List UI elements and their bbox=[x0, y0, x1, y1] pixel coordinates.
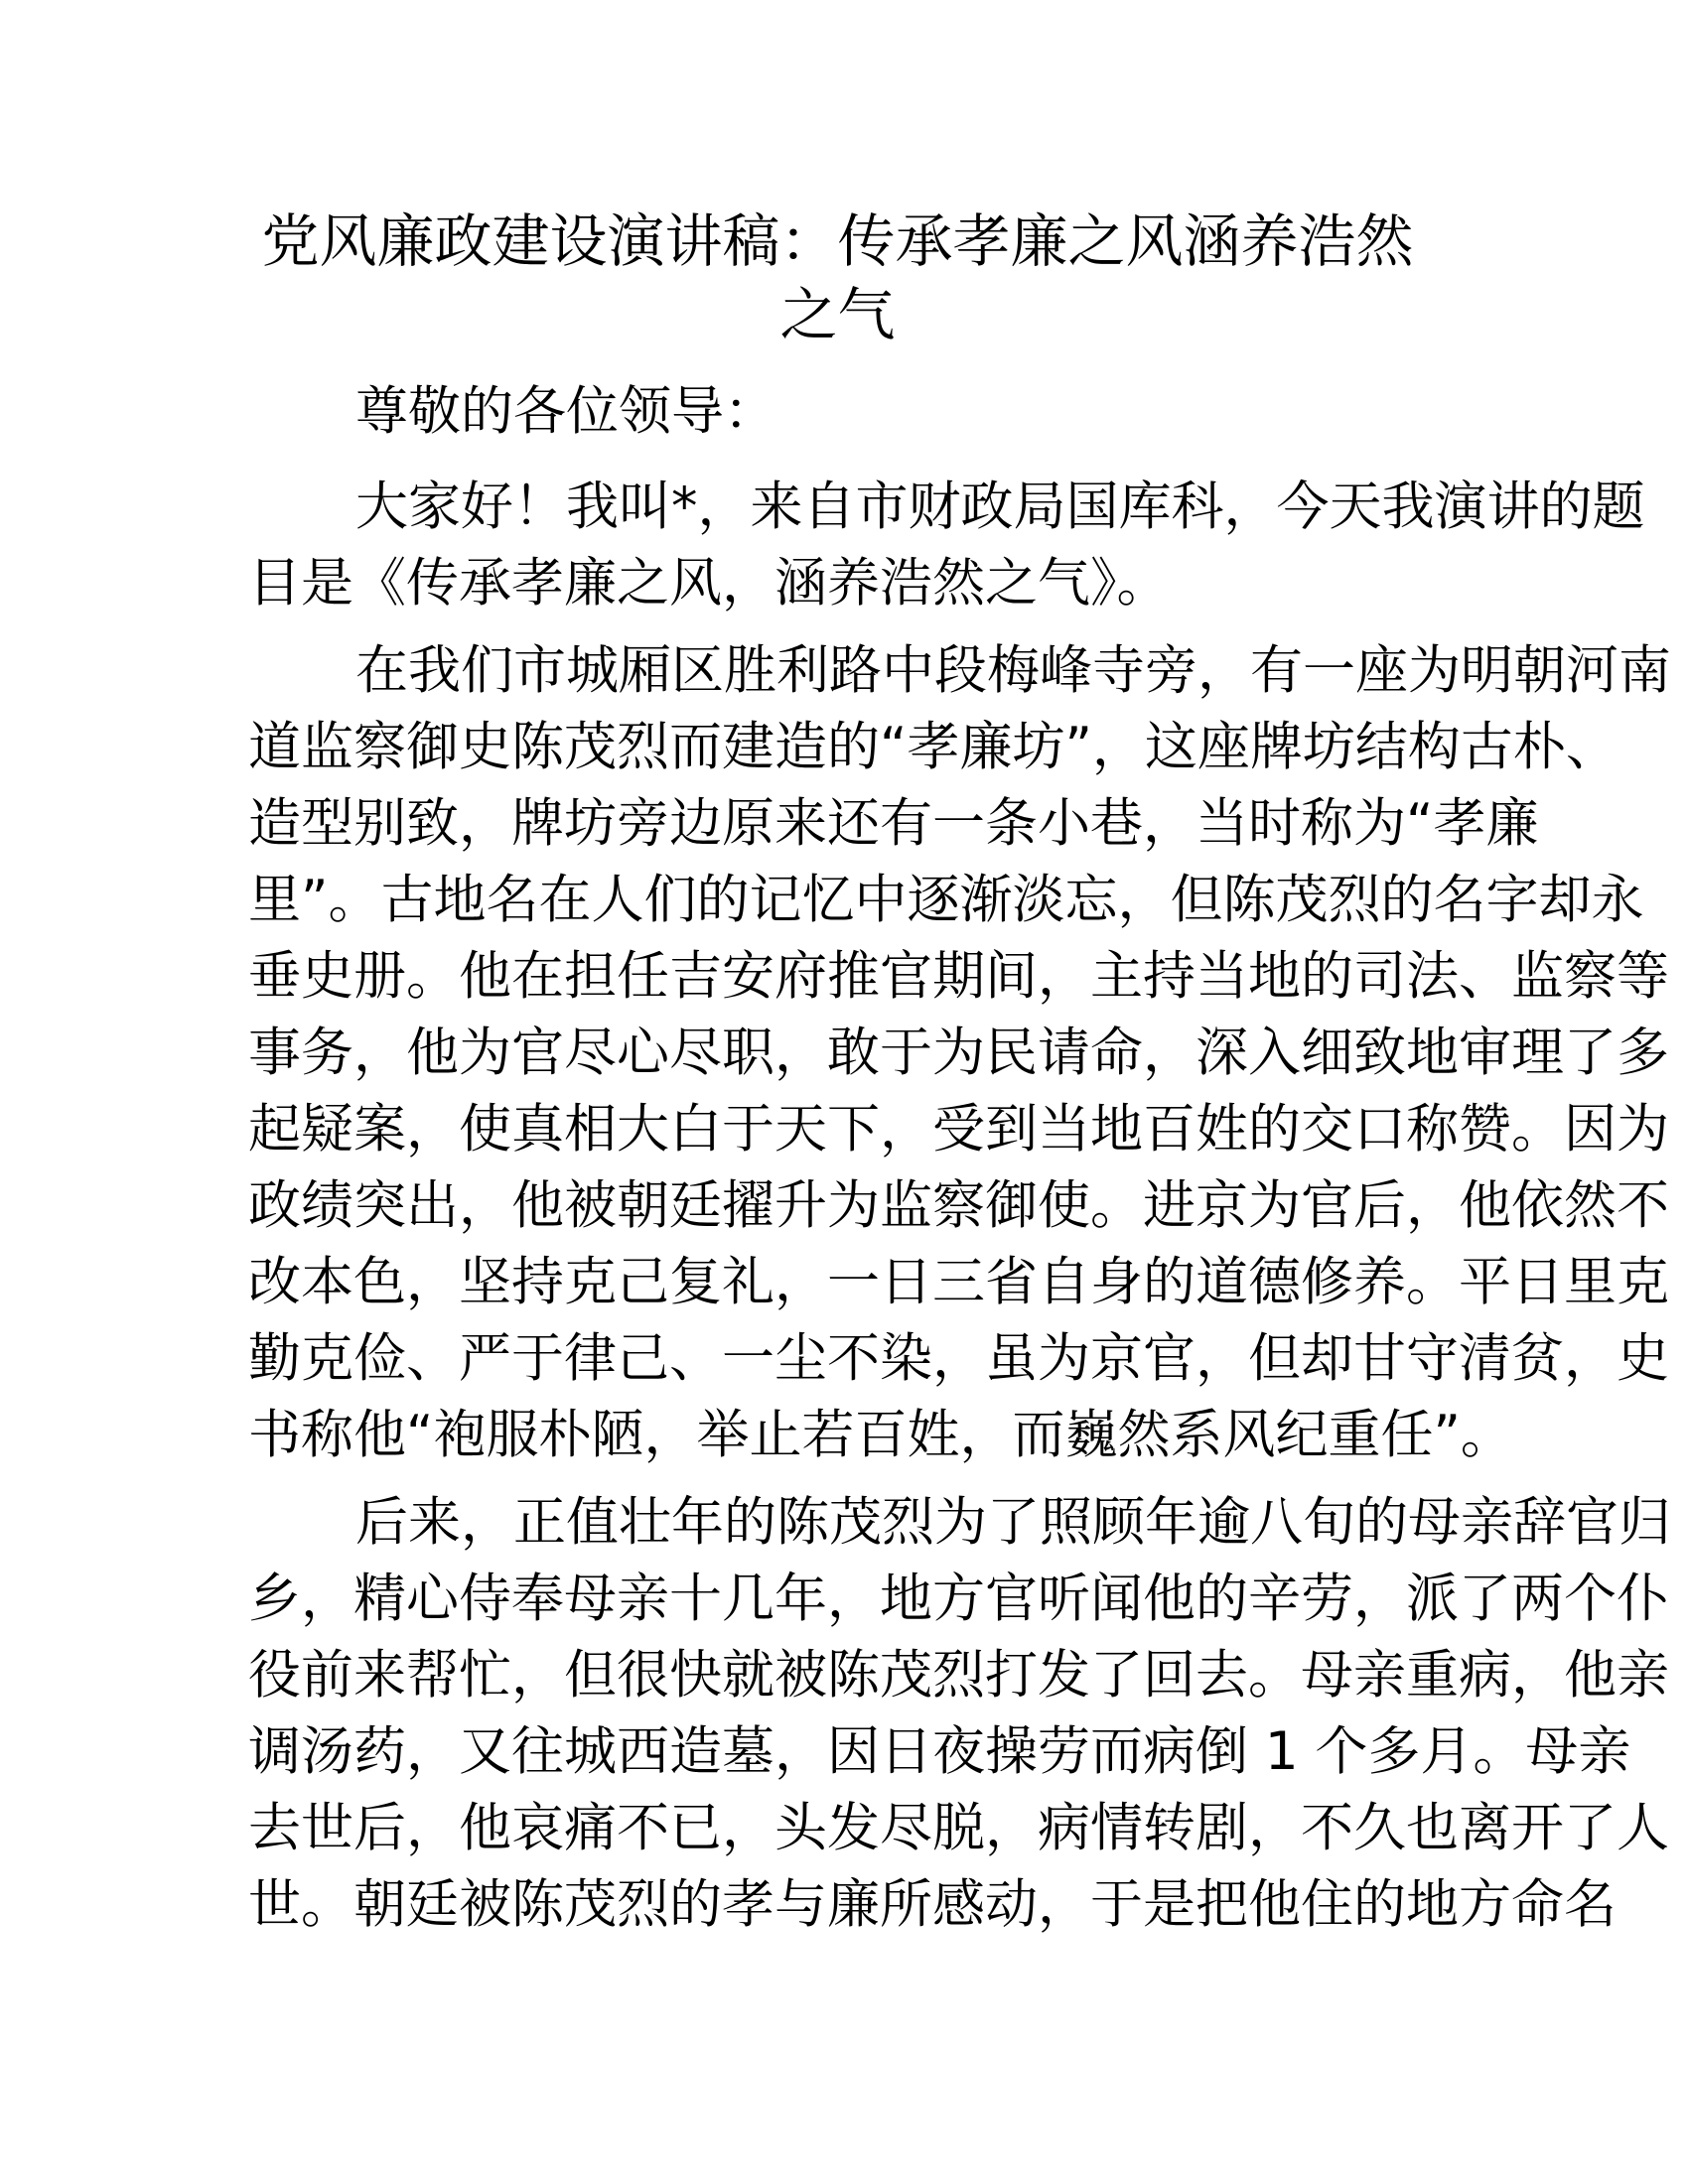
text-line: 造型别致，牌坊旁边原来还有一条小巷，当时称为“孝廉 bbox=[248, 793, 1539, 854]
intro-paragraph bbox=[248, 469, 1645, 621]
text-line: 起疑案，使真相大白于天下，受到当地百姓的交口称赞。因为 bbox=[248, 1099, 1669, 1160]
text-line: 调汤药，又往城西造墓，因日夜操劳而病倒 1 个多月。母亲 bbox=[248, 1721, 1631, 1782]
text-line: 世。朝廷被陈茂烈的孝与廉所感动，于是把他住的地方命名 bbox=[248, 1874, 1617, 1935]
text-line: 里”。古地名在人们的记忆中逐渐淡忘，但陈茂烈的名字却永 bbox=[248, 870, 1644, 930]
text-line: 事务，他为官尽心尽职，敢于为民请命，深入细致地审理了多 bbox=[248, 1023, 1669, 1083]
text-line: 书称他“袍服朴陋，举止若百姓，而巍然系风纪重任”。 bbox=[248, 1405, 1513, 1465]
title-line: 党风廉政建设演讲稿：传承孝廉之风涵养浩然 bbox=[261, 207, 1414, 275]
text-line: 垂史册。他在担任吉安府推官期间，主持当地的司法、监察等 bbox=[248, 946, 1669, 1007]
text-line: 去世后，他哀痛不已，头发尽脱，病情转剧，不久也离开了人 bbox=[248, 1798, 1669, 1858]
text-line: 勤克俭、严于律己、一尘不染，虽为京官，但却甘守清贫，史 bbox=[248, 1328, 1669, 1389]
document-title bbox=[248, 205, 1427, 351]
text-line: 道监察御史陈茂烈而建造的“孝廉坊”，这座牌坊结构古朴、 bbox=[248, 717, 1618, 777]
document-page bbox=[248, 205, 1671, 1954]
text-line: 目是《传承孝廉之风，涵养浩然之气》。 bbox=[248, 553, 1170, 614]
text-line: 大家好！我叫*，来自市财政局国库科，今天我演讲的题 bbox=[355, 477, 1645, 537]
salutation-paragraph bbox=[248, 373, 1427, 450]
body-paragraph bbox=[248, 1484, 1671, 1943]
text-line: 在我们市城厢区胜利路中段梅峰寺旁，有一座为明朝河南 bbox=[355, 640, 1671, 701]
text-line: 乡，精心侍奉母亲十几年，地方官听闻他的辛劳，派了两个仆 bbox=[248, 1569, 1669, 1629]
text-line: 役前来帮忙，但很快就被陈茂烈打发了回去。母亲重病，他亲 bbox=[248, 1645, 1669, 1706]
text-line: 后来，正值壮年的陈茂烈为了照顾年逾八旬的母亲辞官归 bbox=[355, 1492, 1671, 1553]
text-line: 尊敬的各位领导： bbox=[355, 381, 776, 442]
body-paragraph bbox=[248, 632, 1671, 1473]
title-line: 之气 bbox=[779, 281, 896, 348]
text-line: 政绩突出，他被朝廷擢升为监察御使。进京为官后，他依然不 bbox=[248, 1175, 1669, 1236]
text-line: 改本色，坚持克己复礼，一日三省自身的道德修养。平日里克 bbox=[248, 1252, 1669, 1312]
